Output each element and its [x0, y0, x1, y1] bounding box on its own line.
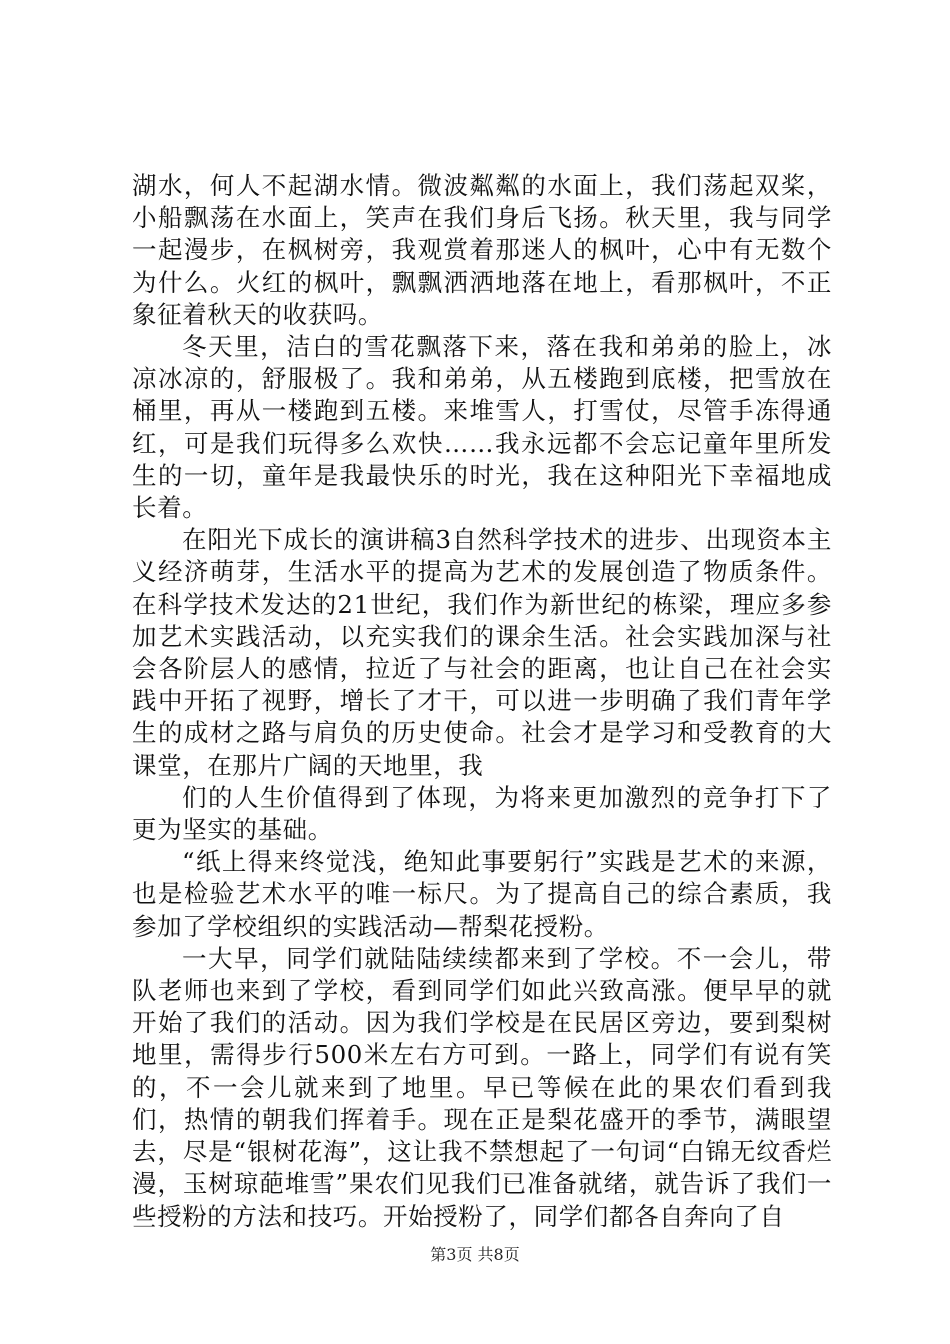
paragraph-practice-quote: “纸上得来终觉浅，绝知此事要躬行”实践是艺术的来源，也是检验艺术水平的唯一标尺。为了提高自己的综合素质，我参加了学校组织的实践活动—帮梨花授粉。	[132, 847, 832, 941]
paragraph-winter: 冬天里，洁白的雪花飘落下来，落在我和弟弟的脸上，冰凉冰凉的，舒服极了。我和弟弟，从五楼跑到底楼，把雪放在桶里，再从一楼跑到五楼。来堆雪人，打雪仗，尽管手冻得通红，可是我们玩得多么欢快……我永远都不会忘记童年里所发生的一切，童年是我最快乐的时光，我在这种阳光下幸福地成长着。	[132, 332, 832, 523]
page-number-footer: 第3页 共8页	[430, 1245, 520, 1264]
paragraph-life-value: 们的人生价值得到了体现，为将来更加激烈的竞争打下了更为坚实的基础。	[132, 782, 832, 845]
document-body	[132, 170, 832, 1233]
paragraph-speech-3: 在阳光下成长的演讲稿3自然科学技术的进步、出现资本主义经济萌芽，生活水平的提高为艺术的发展创造了物质条件。在科学技术发达的21世纪，我们作为新世纪的栋梁，理应多参加艺术实践活动，以充实我们的课余生活。社会实践加深与社会各阶层人的感情，拉近了与社会的距离，也让自己在社会实践中开拓了视野，增长了才干，可以进一步明确了我们青年学生的成材之路与肩负的历史使命。社会才是学习和受教育的大课堂，在那片广阔的天地里，我	[132, 525, 832, 780]
paragraph-lake-autumn: 湖水，何人不起湖水情。微波粼粼的水面上，我们荡起双桨，小船飘荡在水面上，笑声在我们身后飞扬。秋天里，我与同学一起漫步，在枫树旁，我观赏着那迷人的枫叶，心中有无数个为什么。火红的枫叶，飘飘洒洒地落在地上，看那枫叶，不正象征着秋天的收获吗。	[132, 171, 832, 329]
paragraph-pollination: 一大早，同学们就陆陆续续都来到了学校。不一会儿，带队老师也来到了学校，看到同学们如此兴致高涨。便早早的就开始了我们的活动。因为我们学校是在民居区旁边，要到梨树地里，需得步行500米左右方可到。一路上，同学们有说有笑的，不一会儿就来到了地里。早已等候在此的果农们看到我们，热情的朝我们挥着手。现在正是梨花盛开的季节，满眼望去，尽是“银树花海”，这让我不禁想起了一句词“白锦无纹香烂漫，玉树琼葩堆雪”果农们见我们已准备就绪，就告诉了我们一些授粉的方法和技巧。开始授粉了，同学们都各自奔向了自	[132, 943, 832, 1231]
